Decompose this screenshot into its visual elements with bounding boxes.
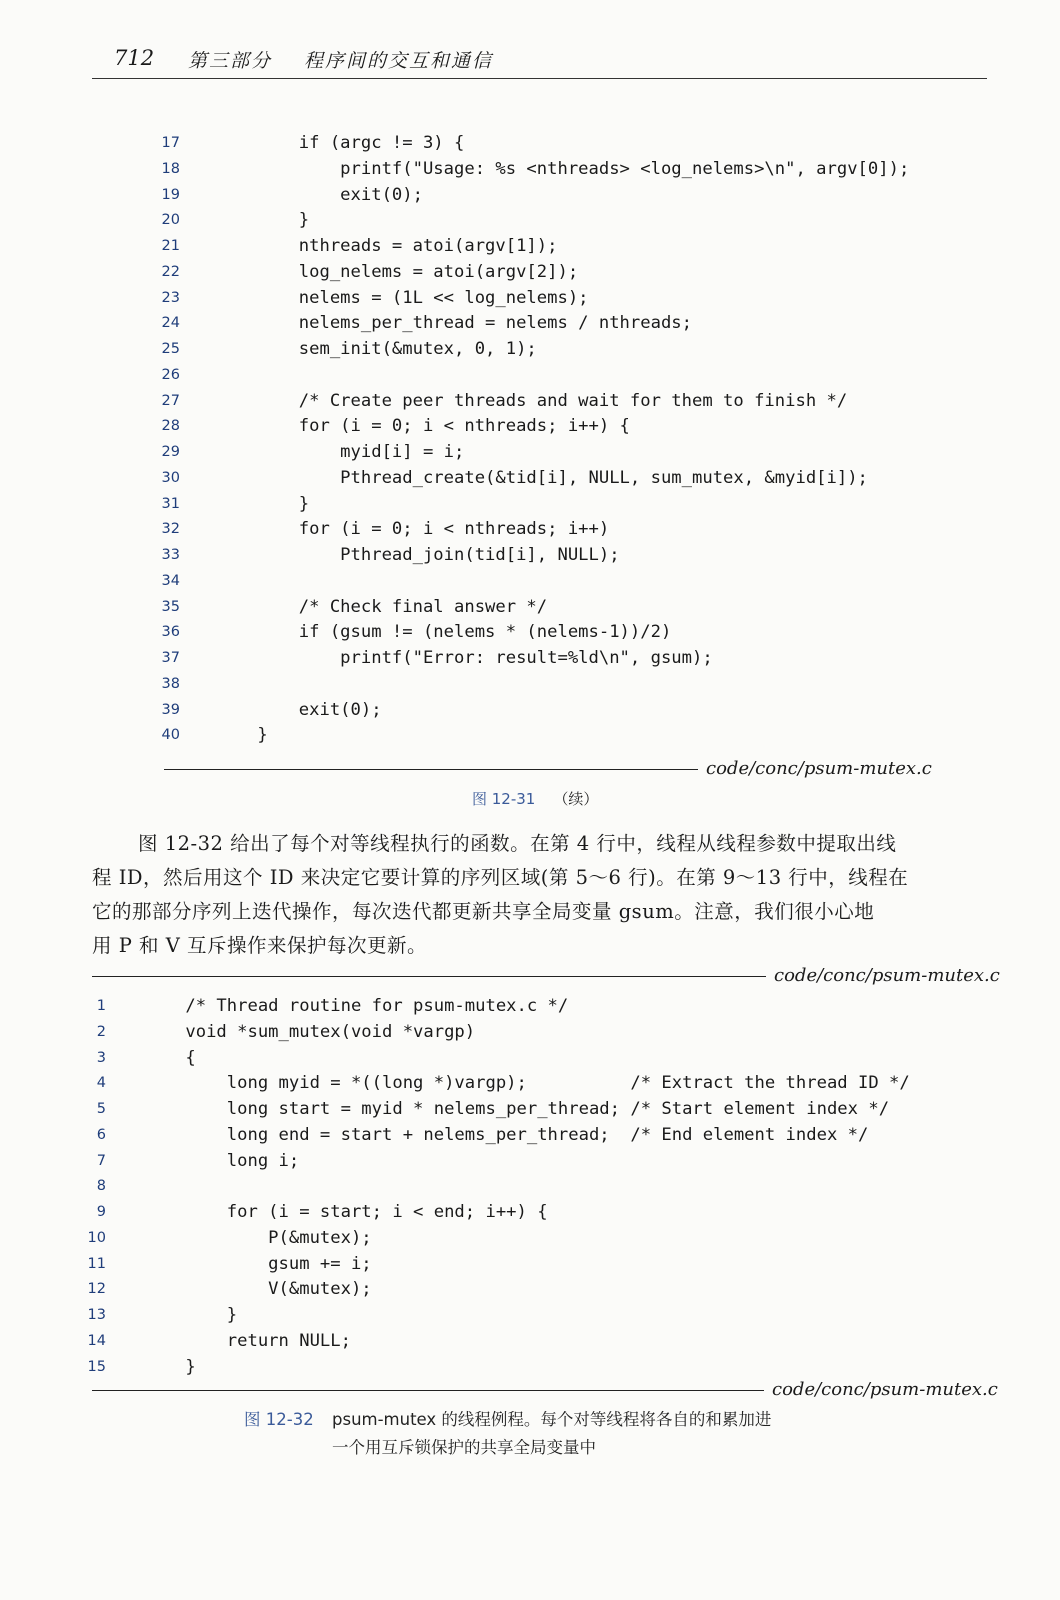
line-number: 8 [96,1178,106,1195]
figure-12-31-caption [472,788,598,809]
code-source-label: code/conc/psum-mutex.c [772,1379,998,1400]
code-text: exit(0); [216,184,423,205]
code-source-label: code/conc/psum-mutex.c [774,965,1000,986]
code-text: { [144,1047,196,1068]
line-number: 5 [96,1101,106,1117]
code-text: if (argc != 3) { [216,133,465,153]
code-text: nelems = (1L << log_nelems); [216,287,589,308]
figure-label: 图 12-32 [244,1410,314,1429]
line-number: 30 [161,469,180,486]
line-number: 15 [87,1358,106,1375]
line-number: 37 [161,650,180,666]
code-text: nthreads = atoi(argv[1]); [216,236,558,256]
line-number: 31 [161,495,180,512]
line-number: 6 [96,1126,106,1143]
line-number: 21 [161,238,180,254]
chapter-title: 程序间的交互和通信 [304,50,494,72]
line-number: 25 [161,341,180,357]
caption-line: 一个用互斥锁保护的共享全局变量中 [332,1438,596,1457]
line-number: 29 [161,444,180,460]
code-text: P(&mutex); [144,1227,372,1248]
line-number: 36 [161,624,180,641]
part-title: 第三部分 [188,50,273,72]
code-text: /* Check final answer */ [216,596,548,617]
code-listing-12-31-continued [150,130,930,760]
line-number: 24 [161,315,180,332]
page-header [92,42,987,79]
code-text: V(&mutex); [144,1279,372,1300]
code-text: for (i = 0; i < nthreads; i++) { [216,416,630,437]
line-number: 9 [96,1204,106,1220]
line-number: 26 [161,366,180,383]
code-source-rule [164,769,698,770]
line-number: 10 [87,1229,106,1246]
code-text: printf("Error: result=%ld\n", gsum); [216,648,713,668]
code-text: void *sum_mutex(void *vargp) [144,1021,476,1042]
code-text: } [144,1356,196,1377]
line-number: 19 [161,186,180,203]
caption-line: psum-mutex 的线程例程。每个对等线程将各自的和累加进 [332,1410,772,1429]
line-number: 11 [87,1255,106,1272]
line-number: 38 [161,675,180,692]
code-text: /* Create peer threads and wait for them to finish */ [216,390,848,411]
code-text: } [216,725,268,746]
code-listing-12-32 [76,993,996,1377]
line-number: 22 [161,263,180,280]
code-source-rule [92,1390,764,1391]
line-number: 28 [161,418,180,435]
code-text: long end = start + nelems_per_thread; /* End element index */ [144,1124,869,1145]
line-number: 18 [161,160,180,177]
code-text: /* Thread routine for psum-mutex.c */ [144,996,569,1016]
code-text: printf("Usage: %s <nthreads> <log_nelems>\n", argv[0]); [216,158,910,179]
code-text: for (i = start; i < end; i++) { [144,1202,548,1222]
code-text: gsum += i; [144,1253,372,1274]
paragraph-line: 程 ID，然后用这个 ID 来决定它要计算的序列区域(第 5～6 行)。在第 9～13 行中，线程在 [92,866,909,889]
line-number: 40 [161,727,180,744]
line-number: 20 [161,212,180,229]
line-number: 13 [87,1307,106,1323]
code-text: } [216,210,310,231]
paragraph-line: 用 P 和 V 互斥操作来保护每次更新。 [92,934,427,957]
figure-12-32-caption [244,1406,771,1462]
code-text: Pthread_join(tid[i], NULL); [216,545,620,565]
code-text: long start = myid * nelems_per_thread; /* Start element index */ [144,1099,890,1119]
line-number: 1 [96,998,106,1014]
paragraph-line: 它的那部分序列上迭代操作，每次迭代都更新共享全局变量 gsum。注意，我们很小心地 [92,900,875,923]
line-number: 2 [96,1023,106,1040]
line-number: 14 [87,1332,106,1349]
code-text: nelems_per_thread = nelems / nthreads; [216,313,692,334]
code-text: } [144,1305,238,1325]
line-number: 12 [87,1281,106,1298]
line-number: 3 [96,1049,106,1066]
code-text: log_nelems = atoi(argv[2]); [216,261,579,282]
paragraph-line: 图 12-32 给出了每个对等线程执行的函数。在第 4 行中，线程从线程参数中提取出线 [138,832,897,855]
line-number: 39 [161,701,180,718]
body-paragraph [92,827,982,963]
line-number: 23 [161,289,180,306]
code-text: for (i = 0; i < nthreads; i++) [216,519,610,540]
line-number: 32 [161,521,180,538]
code-text: exit(0); [216,699,382,720]
code-source-label: code/conc/psum-mutex.c [706,758,932,779]
line-number: 34 [161,572,180,589]
line-number: 17 [161,135,180,151]
page-number: 712 [114,46,155,70]
figure-label: 图 12-31 [472,790,536,808]
line-number: 4 [96,1075,106,1092]
code-text: long myid = *((long *)vargp); /* Extract the thread ID */ [144,1073,910,1094]
line-number: 33 [161,547,180,563]
line-number: 35 [161,598,180,615]
figure-continued-suffix: （续） [553,790,599,808]
code-text: if (gsum != (nelems * (nelems-1))/2) [216,622,672,643]
code-text: Pthread_create(&tid[i], NULL, sum_mutex, &myid[i]); [216,467,868,488]
code-source-rule [92,976,766,977]
line-number: 27 [161,392,180,409]
code-text: myid[i] = i; [216,442,465,462]
code-text: } [216,493,310,514]
code-text: long i; [144,1150,300,1171]
code-text: return NULL; [144,1330,351,1351]
code-text: sem_init(&mutex, 0, 1); [216,339,537,359]
line-number: 7 [96,1152,106,1169]
